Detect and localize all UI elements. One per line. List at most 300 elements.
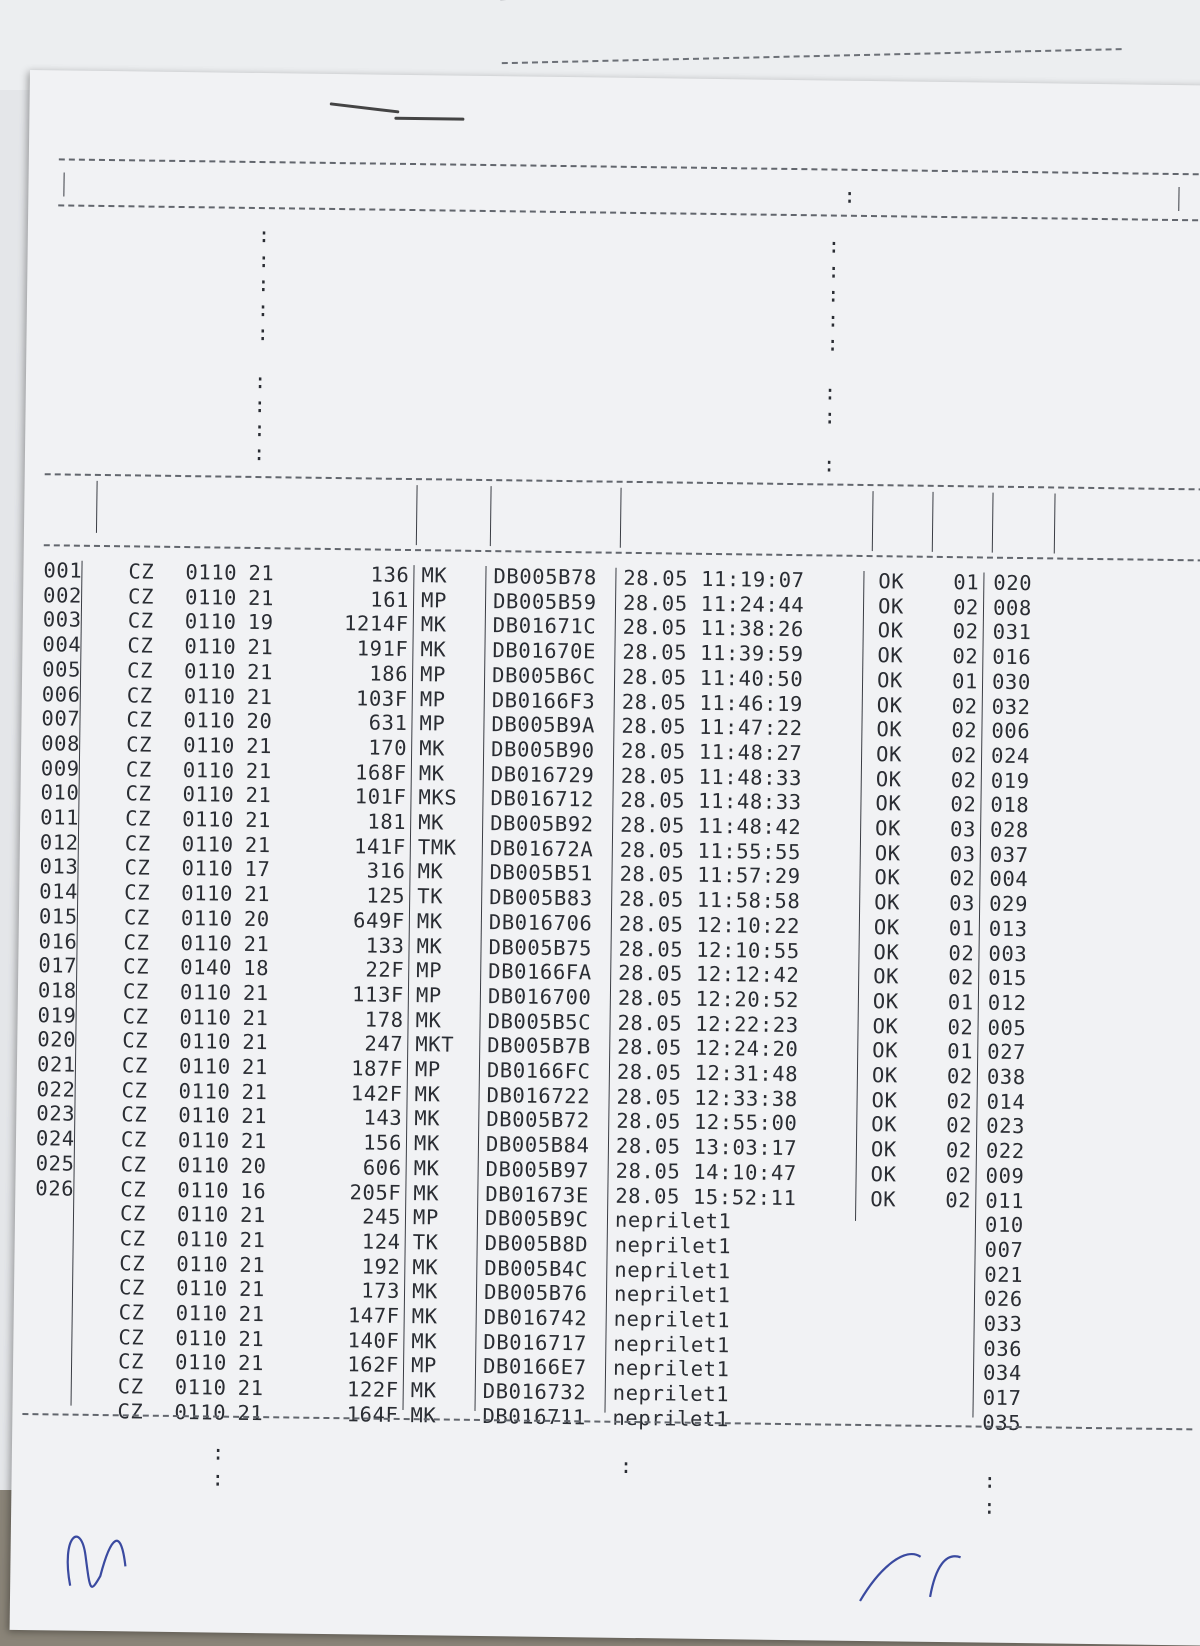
- chip-number: DB0166E7: [483, 1354, 587, 1379]
- row-number: 015: [39, 904, 78, 929]
- ring-org: 0110: [181, 881, 233, 906]
- secret-code: OK: [872, 1063, 898, 1087]
- row-number: 016: [38, 929, 77, 954]
- ring-year: 21: [242, 1055, 268, 1079]
- secret-code: OK: [874, 890, 900, 914]
- row-number: 020: [37, 1027, 76, 1052]
- header-separator-bottom: [58, 204, 1200, 221]
- chip-number: DB005B9C: [485, 1206, 589, 1231]
- ring-number: 143: [363, 1106, 402, 1131]
- ring-country: CZ: [126, 732, 152, 756]
- antenna-number: 03: [950, 817, 976, 841]
- secret-code: OK: [871, 1137, 897, 1161]
- ring-country: CZ: [117, 1399, 143, 1423]
- ring-number: 162F: [347, 1353, 399, 1378]
- ring-year: 21: [245, 808, 271, 832]
- antenna-number: 02: [947, 1064, 973, 1088]
- info-colon: :: [257, 272, 270, 296]
- header-right-bar: [1178, 187, 1179, 211]
- row-number: 026: [35, 1176, 74, 1201]
- ring-org: 0110: [184, 684, 236, 709]
- info-colon: :: [827, 307, 840, 331]
- nom-number: 031: [993, 620, 1032, 645]
- secret-code: OK: [878, 619, 904, 643]
- header-column-rule: [992, 493, 994, 553]
- antenna-number: 01: [949, 916, 975, 940]
- nom-number: 021: [984, 1262, 1023, 1287]
- ring-year: 16: [240, 1178, 266, 1202]
- nom-number: 030: [992, 669, 1031, 694]
- chip-number: DB01670E: [492, 638, 596, 663]
- ring-country: CZ: [118, 1350, 144, 1374]
- arrival-time: 28.05 12:31:48: [617, 1060, 799, 1086]
- antenna-number: 02: [948, 965, 974, 989]
- antenna-number: 01: [948, 990, 974, 1014]
- antenna-number: 01: [953, 570, 979, 594]
- ring-year: 21: [245, 783, 271, 807]
- ring-number: 22F: [365, 958, 404, 983]
- chip-number: DB005B4C: [484, 1256, 588, 1281]
- info-colon: :: [828, 233, 841, 257]
- arrival-time: 28.05 11:46:19: [622, 689, 804, 715]
- nom-number: 032: [992, 694, 1031, 719]
- secret-code: OK: [874, 915, 900, 939]
- row-number: 012: [40, 830, 79, 855]
- secret-code: OK: [877, 693, 903, 717]
- secret-code: OK: [874, 866, 900, 890]
- ring-number: 186: [369, 661, 408, 686]
- ring-year: 21: [237, 1401, 263, 1425]
- ring-number: 191F: [357, 636, 409, 661]
- ring-number: 1214F: [344, 612, 409, 637]
- ring-year: 20: [241, 1154, 267, 1178]
- pigeon-color: MK: [414, 1131, 440, 1155]
- ring-org: 0110: [178, 1153, 230, 1178]
- ring-org: 0110: [175, 1326, 227, 1351]
- nom-number: 027: [987, 1040, 1026, 1065]
- secret-code: OK: [872, 1038, 898, 1062]
- ring-number: 649F: [353, 908, 405, 933]
- pigeon-color: MK: [414, 1082, 440, 1106]
- ring-org: 0110: [182, 807, 234, 832]
- info-colon: :: [256, 321, 269, 345]
- pigeon-color: MKS: [418, 785, 457, 810]
- protocol-sheet: [10, 70, 1200, 1646]
- secret-code: OK: [871, 1088, 897, 1112]
- ring-org: 0110: [174, 1400, 226, 1425]
- arrival-time: 28.05 15:52:11: [615, 1183, 797, 1209]
- ring-year: 21: [241, 1104, 267, 1128]
- arrival-time: 28.05 11:48:33: [620, 788, 802, 814]
- ring-year: 18: [243, 956, 269, 980]
- header-column-rule: [620, 488, 622, 548]
- ring-year: 21: [246, 758, 272, 782]
- pigeon-color: MP: [411, 1353, 437, 1377]
- antenna-number: 02: [951, 768, 977, 792]
- header-column-rule: [490, 486, 492, 546]
- antenna-number: 01: [947, 1039, 973, 1063]
- table-separator-header: [44, 544, 1200, 561]
- pigeon-color: MP: [421, 588, 447, 612]
- antenna-number: 02: [945, 1188, 971, 1212]
- ring-country: CZ: [120, 1226, 146, 1250]
- info-colon: :: [827, 282, 840, 306]
- ring-year: 21: [238, 1376, 264, 1400]
- ring-country: CZ: [128, 559, 154, 583]
- ring-year: 17: [244, 857, 270, 881]
- ring-org: 0110: [176, 1276, 228, 1301]
- ring-country: CZ: [127, 658, 153, 682]
- pigeon-color: MK: [414, 1156, 440, 1180]
- row-number: 021: [37, 1052, 76, 1077]
- pigeon-color: MK: [415, 1008, 441, 1032]
- chip-number: DB005B92: [490, 811, 594, 836]
- chip-number: DB016700: [488, 984, 592, 1009]
- pigeon-color: TK: [413, 1230, 439, 1254]
- arrival-time: 28.05 12:24:20: [617, 1035, 799, 1061]
- pigeon-color: MKT: [415, 1032, 454, 1057]
- chip-number: DB005B51: [489, 860, 593, 885]
- secret-code: OK: [877, 668, 903, 692]
- pigeon-color: MK: [419, 761, 445, 785]
- chip-number: DB0166FA: [488, 959, 592, 984]
- antenna-number: 02: [950, 792, 976, 816]
- ring-number: 192: [361, 1254, 400, 1279]
- arrival-time: 28.05 11:40:50: [622, 665, 804, 691]
- row-number: 010: [40, 780, 79, 805]
- arrival-time: 28.05 13:03:17: [616, 1134, 798, 1160]
- nom-number: 023: [986, 1114, 1025, 1139]
- nom-number: 012: [988, 991, 1027, 1016]
- sync-colon: :: [823, 452, 836, 476]
- ring-year: 21: [241, 1080, 267, 1104]
- antenna-number: 02: [946, 1113, 972, 1137]
- date-colon: :: [843, 184, 856, 208]
- ring-org: 0110: [182, 782, 234, 807]
- chip-number: DB005B59: [493, 589, 597, 614]
- pigeon-color: MK: [417, 909, 443, 933]
- arrival-time: 28.05 11:48:33: [621, 763, 803, 789]
- ring-number: 103F: [356, 686, 408, 711]
- secret-code: OK: [876, 767, 902, 791]
- row-number: 014: [39, 879, 78, 904]
- ring-year: 21: [238, 1351, 264, 1375]
- nom-number: 036: [983, 1336, 1022, 1361]
- ring-year: 20: [246, 709, 272, 733]
- nom-number: 034: [983, 1361, 1022, 1386]
- chip-number: DB0166FC: [487, 1058, 591, 1083]
- arrival-time: 28.05 12:10:22: [619, 912, 801, 938]
- ring-country: CZ: [118, 1325, 144, 1349]
- ring-year: 21: [248, 561, 274, 585]
- ring-number: 170: [368, 735, 407, 760]
- row-number: 007: [41, 706, 80, 731]
- nom-number: 029: [989, 892, 1028, 917]
- chip-number: DB016711: [482, 1404, 586, 1429]
- ring-org: 0110: [182, 832, 234, 857]
- nom-number: 016: [992, 645, 1031, 670]
- nom-number: 008: [993, 595, 1032, 620]
- ring-org: 0110: [183, 758, 235, 783]
- chip-number: DB01671C: [493, 613, 597, 638]
- arrival-time: 28.05 11:19:07: [623, 566, 805, 592]
- arrival-time: 28.05 12:55:00: [616, 1109, 798, 1135]
- info-colon: :: [257, 247, 270, 271]
- arrival-time: 28.05 12:22:23: [617, 1010, 799, 1036]
- arrival-time: 28.05 11:48:27: [621, 739, 803, 765]
- pigeon-color: MK: [411, 1378, 437, 1402]
- antenna-number: 02: [951, 718, 977, 742]
- ring-country: CZ: [120, 1177, 146, 1201]
- pigeon-color: MK: [417, 860, 443, 884]
- row-number: 024: [36, 1126, 75, 1151]
- row-number: 022: [37, 1077, 76, 1102]
- ring-org: 0110: [176, 1252, 228, 1277]
- sync-colon: :: [824, 380, 837, 404]
- ring-country: CZ: [121, 1127, 147, 1151]
- antenna-number: 02: [952, 694, 978, 718]
- antenna-number: 01: [952, 669, 978, 693]
- secret-code: OK: [876, 742, 902, 766]
- pigeon-color: TK: [417, 884, 443, 908]
- nom-number: 014: [986, 1089, 1025, 1114]
- race-colon: :: [620, 1454, 633, 1478]
- chip-number: DB005B9A: [491, 712, 595, 737]
- header-column-rule: [872, 491, 874, 551]
- pigeon-color: MP: [413, 1205, 439, 1229]
- secret-code: OK: [875, 841, 901, 865]
- ring-year: 21: [240, 1203, 266, 1227]
- row-number: 009: [41, 756, 80, 781]
- chip-number: DB005B72: [486, 1107, 590, 1132]
- ring-year: 20: [244, 907, 270, 931]
- ring-year: 21: [238, 1327, 264, 1351]
- chip-number: DB016706: [489, 910, 593, 935]
- arrival-time: neprilet1: [615, 1233, 732, 1259]
- ring-year: 21: [245, 833, 271, 857]
- arrival-time: neprilet1: [615, 1208, 732, 1234]
- nom-number: 038: [987, 1065, 1026, 1090]
- signature-scribble: [50, 1515, 201, 1597]
- ring-country: CZ: [121, 1078, 147, 1102]
- ring-country: CZ: [119, 1251, 145, 1275]
- row-number: 008: [41, 731, 80, 756]
- row-number: 005: [42, 657, 81, 682]
- nom-number: 010: [985, 1213, 1024, 1238]
- secret-code: OK: [878, 569, 904, 593]
- back-sheet-separator-lower: [502, 48, 1122, 64]
- ring-number: 113F: [352, 982, 404, 1007]
- ring-number: 141F: [354, 834, 406, 859]
- ring-country: CZ: [125, 831, 151, 855]
- nom-number: 017: [983, 1386, 1022, 1411]
- table-separator-top: [45, 473, 1200, 490]
- ring-country: CZ: [126, 757, 152, 781]
- ring-number: 178: [365, 1007, 404, 1032]
- ring-org: 0110: [183, 708, 235, 733]
- pigeon-color: MK: [412, 1279, 438, 1303]
- chip-number: DB005B97: [485, 1157, 589, 1182]
- secret-code: OK: [871, 1112, 897, 1136]
- pigeon-color: MK: [421, 613, 447, 637]
- chip-number: DB005B76: [484, 1280, 588, 1305]
- ring-number: 187F: [351, 1056, 403, 1081]
- pigeon-color: MP: [419, 711, 445, 735]
- chip-number: DB005B7B: [487, 1033, 591, 1058]
- arrival-time: 28.05 12:12:42: [618, 961, 800, 987]
- ring-org: 0110: [178, 1079, 230, 1104]
- secret-code: OK: [873, 964, 899, 988]
- chip-number: DB016742: [484, 1305, 588, 1330]
- row-number: 004: [42, 632, 81, 657]
- nom-number: 035: [982, 1410, 1021, 1435]
- ring-year: 21: [248, 586, 274, 610]
- ring-country: CZ: [125, 806, 151, 830]
- pigeon-color: MP: [416, 958, 442, 982]
- sync-colon: :: [253, 393, 266, 417]
- secret-code: OK: [875, 816, 901, 840]
- sync-colon: :: [823, 404, 836, 428]
- row-number: 013: [39, 855, 78, 880]
- ring-number: 136: [370, 563, 409, 588]
- arrival-time: neprilet1: [612, 1406, 729, 1432]
- nom-number: 004: [989, 867, 1028, 892]
- ring-org: 0110: [179, 1054, 231, 1079]
- ring-country: CZ: [128, 584, 154, 608]
- row-number: 011: [40, 805, 79, 830]
- ring-year: 21: [242, 1030, 268, 1054]
- ring-country: CZ: [119, 1300, 145, 1324]
- ring-number: 245: [362, 1205, 401, 1230]
- chip-number: DB016712: [490, 786, 594, 811]
- ring-country: CZ: [123, 954, 149, 978]
- info-colon: :: [827, 258, 840, 282]
- arrival-time: 28.05 11:58:58: [619, 887, 801, 913]
- row-number: 023: [36, 1102, 75, 1127]
- staple-mark: [330, 102, 400, 113]
- arrival-time: neprilet1: [613, 1356, 730, 1382]
- info-colon: :: [258, 223, 271, 247]
- pigeon-color: MP: [416, 983, 442, 1007]
- ring-year: 21: [239, 1302, 265, 1326]
- ring-country: CZ: [122, 1004, 148, 1028]
- header-column-rule: [96, 481, 98, 533]
- secret-code: OK: [877, 643, 903, 667]
- ring-country: CZ: [120, 1201, 146, 1225]
- arrival-time: neprilet1: [613, 1381, 730, 1407]
- pigeon-color: MK: [413, 1181, 439, 1205]
- ring-org: 0110: [185, 609, 237, 634]
- nom-number: 003: [988, 941, 1027, 966]
- ring-org: 0110: [180, 931, 232, 956]
- secret-code: OK: [875, 791, 901, 815]
- ring-country: CZ: [124, 856, 150, 880]
- nom-number: 011: [985, 1188, 1024, 1213]
- nom-number: 006: [991, 719, 1030, 744]
- row-number: 017: [38, 953, 77, 978]
- staple-mark: [394, 117, 464, 121]
- antenna-number: 02: [948, 941, 974, 965]
- chip-number: DB016722: [486, 1083, 590, 1108]
- ring-country: CZ: [125, 782, 151, 806]
- ring-number: 164F: [346, 1402, 398, 1427]
- secret-code: OK: [872, 1014, 898, 1038]
- ring-year: 21: [243, 981, 269, 1005]
- arrival-time: 28.05 11:39:59: [622, 640, 804, 666]
- header-left-bar: [63, 172, 64, 196]
- chip-number: DB005B90: [491, 737, 595, 762]
- antenna-number: 02: [949, 866, 975, 890]
- arrival-time: neprilet1: [614, 1307, 731, 1333]
- pigeon-color: MK: [414, 1107, 440, 1131]
- ring-number: 181: [367, 809, 406, 834]
- pigeon-color: MP: [415, 1057, 441, 1081]
- ring-org: 0110: [185, 585, 237, 610]
- chip-number: DB016717: [483, 1330, 587, 1355]
- arrival-time: neprilet1: [614, 1282, 731, 1308]
- ring-country: CZ: [126, 708, 152, 732]
- sync-colon: :: [254, 369, 267, 393]
- ring-org: 0110: [179, 1029, 231, 1054]
- header-separator-top: [59, 158, 1200, 175]
- row-number: 018: [38, 978, 77, 1003]
- secret-code: OK: [876, 717, 902, 741]
- serial-colon: :: [983, 1469, 996, 1493]
- ring-country: CZ: [121, 1103, 147, 1127]
- chip-number: DB005B83: [489, 885, 593, 910]
- ring-year: 21: [247, 684, 273, 708]
- ring-org: 0110: [181, 906, 233, 931]
- arrival-time: 28.05 11:55:55: [620, 837, 802, 863]
- pigeon-color: TMK: [418, 835, 457, 860]
- ring-number: 133: [366, 933, 405, 958]
- header-column-rule: [932, 492, 934, 552]
- antenna-number: 02: [953, 620, 979, 644]
- chip-number: DB005B84: [486, 1132, 590, 1157]
- pigeon-color: MK: [420, 637, 446, 661]
- row-number: 025: [36, 1151, 75, 1176]
- antenna-number: 03: [950, 842, 976, 866]
- arrival-time: 28.05 14:10:47: [615, 1159, 797, 1185]
- chip-number: DB0166F3: [492, 688, 596, 713]
- ring-year: 21: [239, 1277, 265, 1301]
- ring-year: 21: [247, 660, 273, 684]
- chip-number: DB005B75: [488, 935, 592, 960]
- sync-colon: :: [253, 417, 266, 441]
- arrival-time: 28.05 11:24:44: [623, 590, 805, 616]
- pigeon-color: MK: [421, 563, 447, 587]
- ring-country: CZ: [123, 930, 149, 954]
- info-colon: :: [257, 296, 270, 320]
- info-colon: :: [826, 331, 839, 355]
- antenna-number: 02: [947, 1015, 973, 1039]
- ring-year: 19: [248, 610, 274, 634]
- ring-number: 156: [363, 1131, 402, 1156]
- antenna-number: 02: [946, 1089, 972, 1113]
- pigeon-color: MK: [412, 1255, 438, 1279]
- ring-number: 122F: [347, 1377, 399, 1402]
- arrival-time: 28.05 11:47:22: [621, 714, 803, 740]
- arrival-time: 28.05 12:33:38: [616, 1084, 798, 1110]
- auth-colon: :: [983, 1495, 996, 1519]
- antenna-number: 02: [953, 595, 979, 619]
- ring-number: 124: [362, 1229, 401, 1254]
- ring-org: 0110: [183, 733, 235, 758]
- pigeon-color: MP: [420, 662, 446, 686]
- ring-year: 21: [243, 931, 269, 955]
- nom-number: 024: [991, 744, 1030, 769]
- ring-year: 21: [242, 1005, 268, 1029]
